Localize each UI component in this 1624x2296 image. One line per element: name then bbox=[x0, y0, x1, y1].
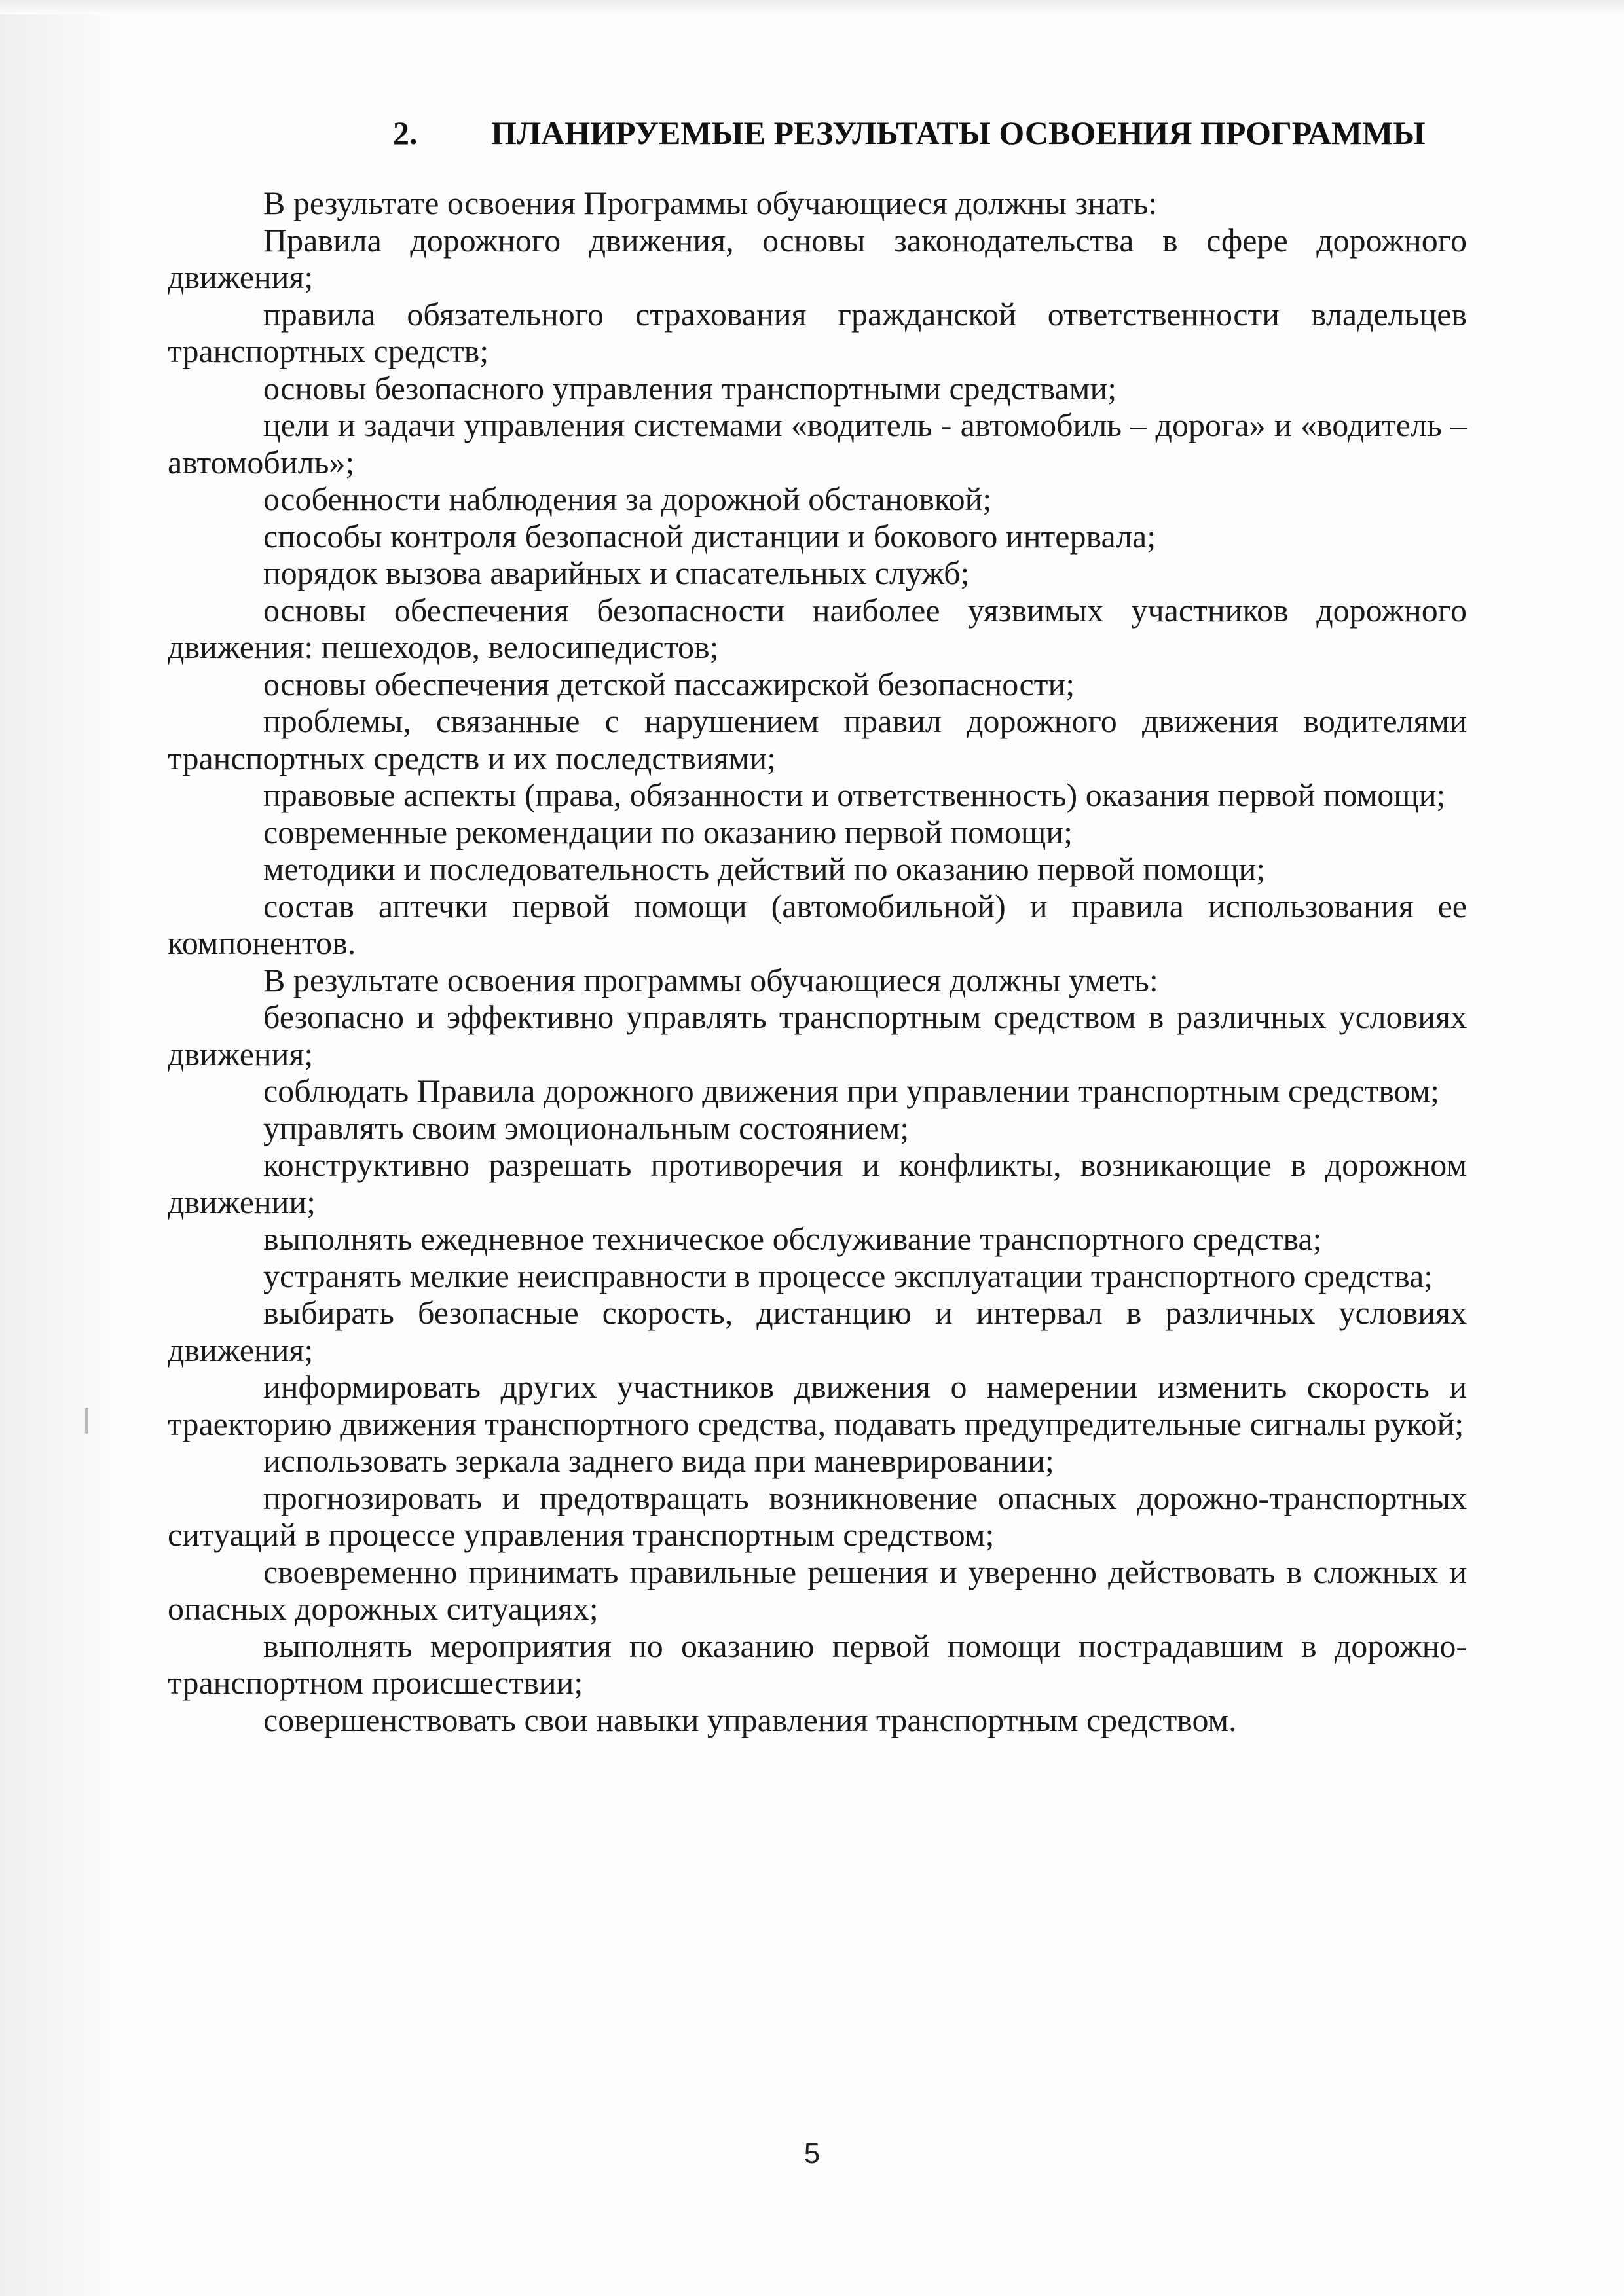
list-item: особенности наблюдения за дорожной обстановкой; bbox=[263, 481, 992, 517]
list-item: состав аптечки первой помощи (автомобильной) и правила использования ее компонентов. bbox=[168, 887, 1467, 961]
list-item: основы обеспечения детской пассажирской безопасности; bbox=[263, 665, 1075, 702]
section-heading bbox=[393, 110, 1506, 156]
list-item: информировать других участников движения о намерении изменить скорость и траекторию движения транспортного средства, подавать предупредительные сигналы рукой; bbox=[168, 1368, 1467, 1442]
list-item: выполнять ежедневное техническое обслуживание транспортного средства; bbox=[263, 1220, 1322, 1257]
list-item: соблюдать Правила дорожного движения при управлении транспортным средством; bbox=[263, 1072, 1440, 1109]
list-item: своевременно принимать правильные решения и уверенно действовать в сложных и опасных дорожных ситуациях; bbox=[168, 1553, 1467, 1627]
document-body bbox=[168, 185, 1467, 1738]
scan-artifact-mark bbox=[85, 1408, 88, 1434]
list-item: совершенствовать свои навыки управления транспортным средством. bbox=[263, 1701, 1237, 1738]
list-item: проблемы, связанные с нарушением правил дорожного движения водителями транспортных средств и их последствиями; bbox=[168, 702, 1467, 776]
list-item: правовые аспекты (права, обязанности и ответственность) оказания первой помощи; bbox=[263, 776, 1446, 813]
list-item: современные рекомендации по оказанию первой помощи; bbox=[263, 813, 1073, 850]
page-number: 5 bbox=[803, 2138, 821, 2170]
list-item: выбирать безопасные скорость, дистанцию и интервал в различных условиях движения; bbox=[168, 1294, 1467, 1368]
list-item: безопасно и эффективно управлять транспортным средством в различных условиях движения; bbox=[168, 998, 1467, 1072]
list-item: Правила дорожного движения, основы законодательства в сфере дорожного движения; bbox=[168, 221, 1467, 295]
list-item: выполнять мероприятия по оказанию первой помощи пострадавшим в дорожно-транспортном происшествии; bbox=[168, 1627, 1467, 1701]
list-item: устранять мелкие неисправности в процессе эксплуатации транспортного средства; bbox=[263, 1257, 1433, 1294]
list-item: прогнозировать и предотвращать возникновение опасных дорожно-транспортных ситуаций в процессе управления транспортным средством; bbox=[168, 1479, 1467, 1553]
list-item: правила обязательного страхования гражданской ответственности владельцев транспортных средств; bbox=[168, 295, 1467, 369]
scan-shadow-top bbox=[0, 0, 1624, 14]
list-item: основы безопасного управления транспортными средствами; bbox=[263, 369, 1117, 407]
list-item: порядок вызова аварийных и спасательных служб; bbox=[263, 555, 970, 591]
list-item: способы контроля безопасной дистанции и бокового интервала; bbox=[263, 517, 1156, 555]
list-item: использовать зеркала заднего вида при маневрировании; bbox=[263, 1442, 1054, 1479]
intro-know-paragraph: В результате освоения Программы обучающиеся должны знать: bbox=[263, 185, 1158, 221]
section-title: ПЛАНИРУЕМЫЕ РЕЗУЛЬТАТЫ ОСВОЕНИЯ ПРОГРАММЫ bbox=[491, 115, 1426, 151]
scan-shadow-left bbox=[0, 0, 115, 2296]
list-item: методики и последовательность действий по оказанию первой помощи; bbox=[263, 850, 1266, 887]
list-item: цели и задачи управления системами «водитель - автомобиль – дорога» и «водитель – автомобиль»; bbox=[168, 407, 1467, 481]
intro-skills-paragraph: В результате освоения программы обучающиеся должны уметь: bbox=[263, 961, 1158, 998]
list-item: управлять своим эмоциональным состоянием; bbox=[263, 1109, 910, 1146]
list-item: основы обеспечения безопасности наиболее уязвимых участников дорожного движения: пешеходов, велосипедистов; bbox=[168, 591, 1467, 665]
section-number: 2. bbox=[393, 115, 418, 151]
list-item: конструктивно разрешать противоречия и конфликты, возникающие в дорожном движении; bbox=[168, 1146, 1467, 1220]
